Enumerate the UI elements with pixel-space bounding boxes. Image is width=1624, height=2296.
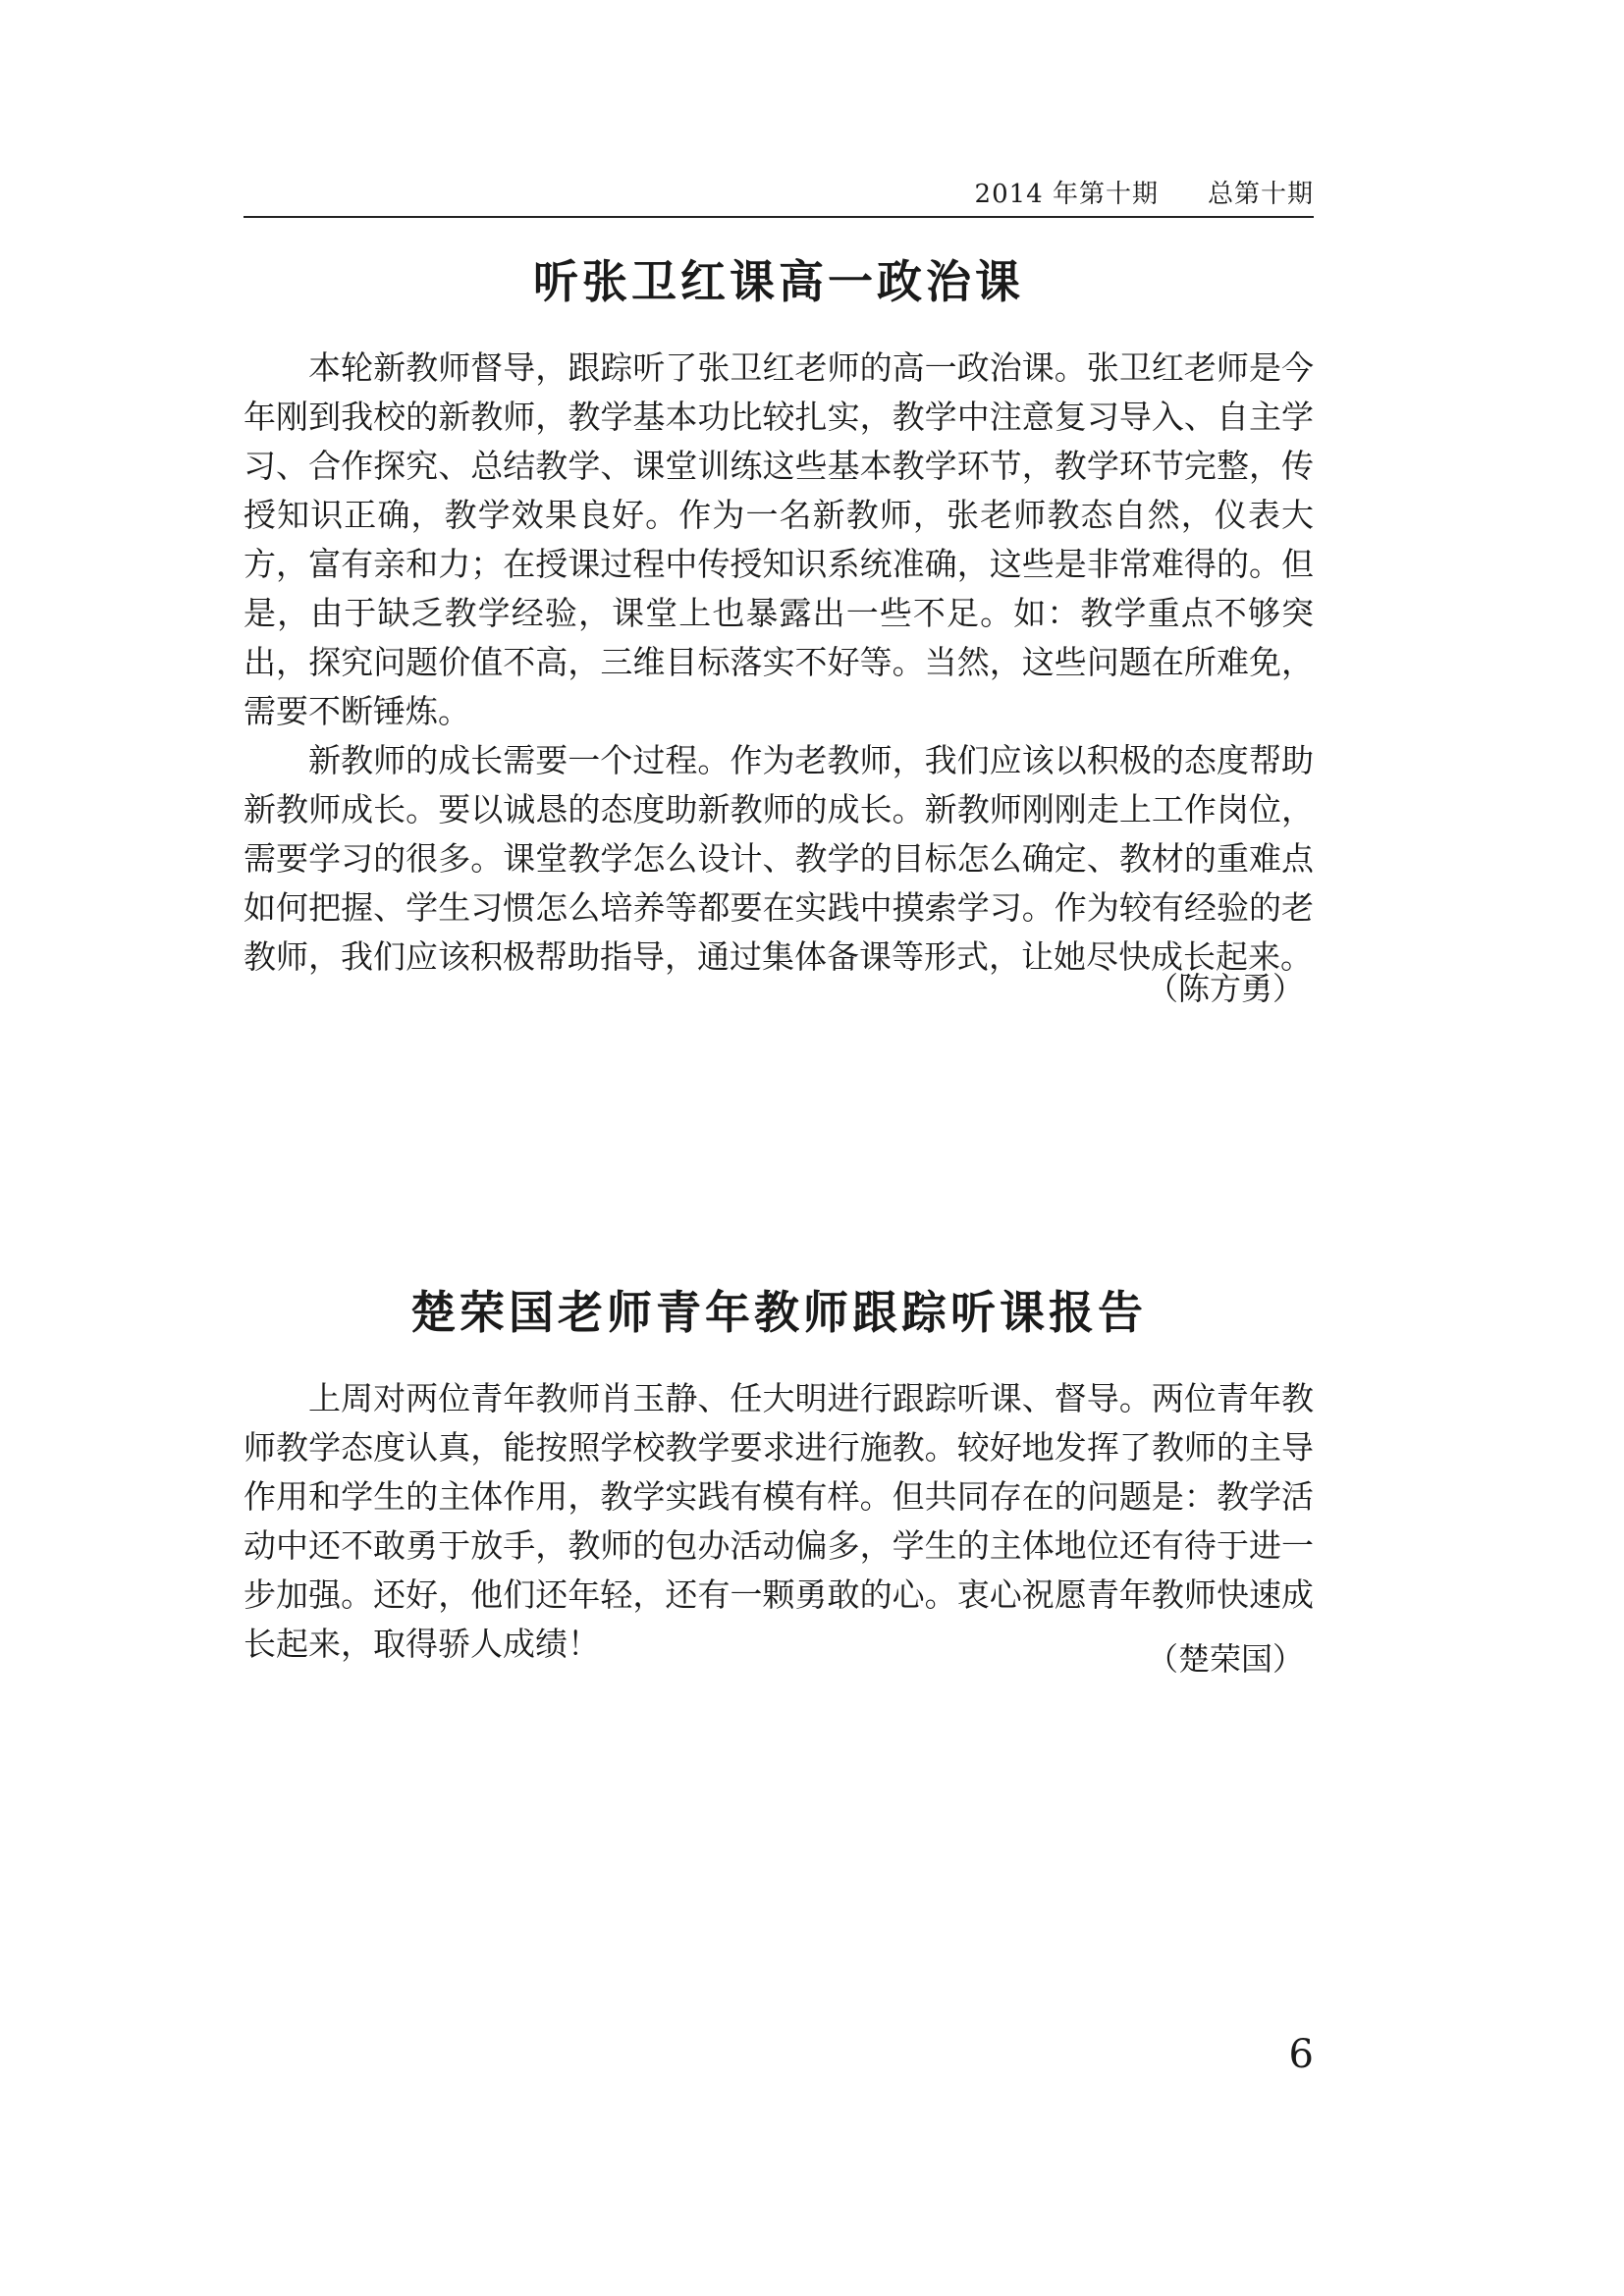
header-rule [244,216,1314,218]
article-body-1 [244,344,1314,982]
paragraph: 本轮新教师督导，跟踪听了张卫红老师的高一政治课。张卫红老师是今年刚到我校的新教师，教学基本功比较扎实，教学中注意复习导入、自主学习、合作探究、总结教学、课堂训练这些基本教学环节，教学环节完整，传授知识正确，教学效果良好。作为一名新教师，张老师教态自然，仪表大方，富有亲和力；在授课过程中传授知识系统准确，这些是非常难得的。但是，由于缺乏教学经验，课堂上也暴露出一些不足。如：教学重点不够突出，探究问题价值不高，三维目标落实不好等。当然，这些问题在所难免，需要不断锤炼。 [244,348,1314,730]
article-author-1: （陈方勇） [1146,970,1304,1007]
paragraph: 上周对两位青年教师肖玉静、任大明进行跟踪听课、督导。两位青年教师教学态度认真，能按照学校教学要求进行施教。较好地发挥了教师的主导作用和学生的主体作用，教学实践有模有样。但共同存在的问题是：教学活动中还不敢勇于放手，教师的包办活动偏多，学生的主体地位还有待于进一步加强。还好，他们还年轻，还有一颗勇敢的心。衷心祝愿青年教师快速成长起来，取得骄人成绩！ [244,1379,1314,1663]
article-author-2: （楚荣国） [1146,1640,1304,1678]
issue-label: 2014 年第十期 [974,180,1159,209]
page-number: 6 [1288,2032,1314,2077]
article-body-2 [244,1374,1314,1669]
article-title-2: 楚荣国老师青年教师跟踪听课报告 [410,1286,1147,1339]
article-title-1: 听张卫红课高一政治课 [533,255,1024,308]
paragraph: 新教师的成长需要一个过程。作为老教师，我们应该以积极的态度帮助新教师成长。要以诚恳的态度助新教师的成长。新教师刚刚走上工作岗位，需要学习的很多。课堂教学怎么设计、教学的目标怎么确定、教材的重难点如何把握、学生习惯怎么培养等都要在实践中摸索学习。作为较有经验的老教师，我们应该积极帮助指导，通过集体备课等形式，让她尽快成长起来。 [244,741,1314,976]
running-header [244,175,1314,214]
total-issue-label: 总第十期 [1207,180,1314,209]
